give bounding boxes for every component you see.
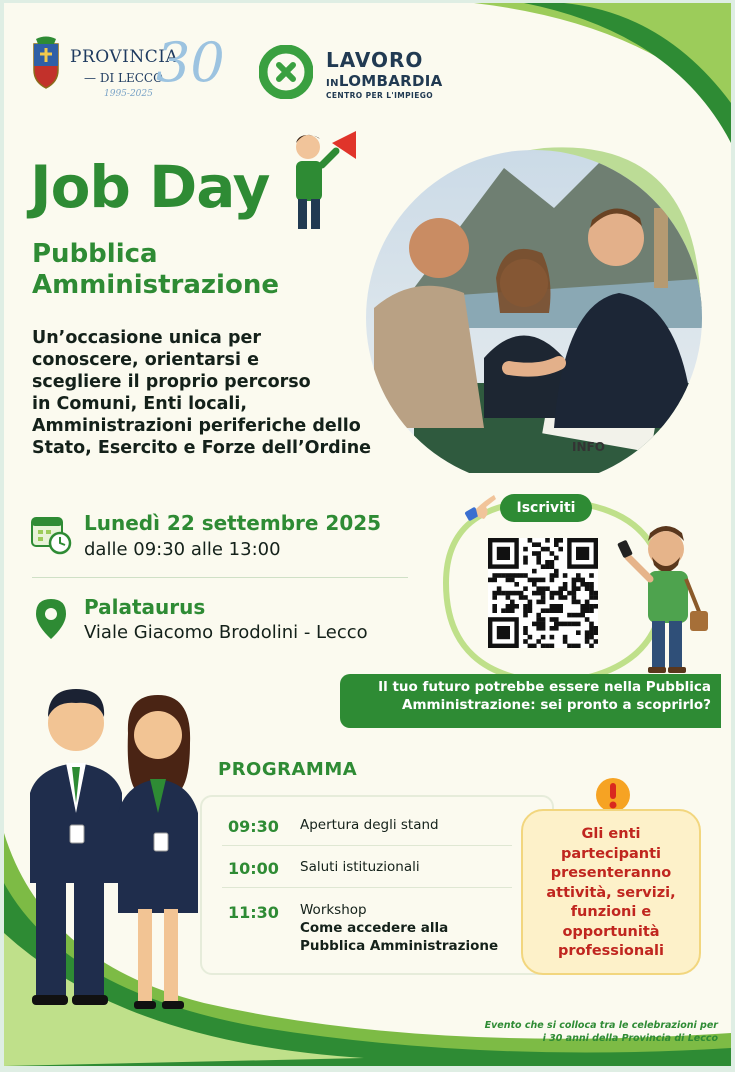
program-activity-workshop: [300, 901, 498, 955]
event-subtitle: [32, 239, 279, 301]
divider: [32, 577, 408, 578]
future-banner: [340, 674, 721, 728]
provincia-crest-icon: [26, 36, 66, 91]
enti-line: Gli enti: [581, 826, 641, 842]
event-venue: Palataurus: [84, 595, 206, 619]
program-divider: [222, 845, 512, 846]
megaphone-man-illustration: [282, 125, 362, 235]
lavoro-subtitle: CENTRO PER L'IMPIEGO: [326, 91, 434, 100]
provincia-anniversary: 30: [156, 31, 225, 94]
lavoro-region: [326, 71, 443, 90]
professionals-illustration: [18, 683, 218, 1023]
footer-line-1: Evento che si colloca tra le celebrazioni per: [484, 1020, 718, 1031]
pointing-hand-icon: [464, 491, 500, 527]
enti-line: opportunità: [562, 923, 660, 940]
enti-line: funzioni e: [570, 904, 652, 920]
description-line: conoscere, orientarsi e: [32, 350, 259, 370]
lavoro-region-text: LOMBARDIA: [338, 72, 443, 90]
enti-line: professionali: [558, 943, 664, 959]
description-line: Stato, Esercito e Forze dell’Ordine: [32, 438, 372, 458]
enti-line: presenteranno: [550, 865, 672, 881]
event-time: dalle 09:30 alle 13:00: [84, 539, 281, 560]
subtitle-line-1: Pubblica: [32, 239, 158, 269]
participating-entities-box: [521, 809, 701, 975]
program-activity: Apertura degli stand: [300, 817, 439, 833]
event-description: [32, 327, 392, 459]
calendar-clock-icon: [30, 513, 72, 555]
lavoro-title: LAVORO: [326, 48, 424, 72]
provincia-sub: — DI LECCO: [84, 71, 163, 85]
event-address: Viale Giacomo Brodolini - Lecco: [84, 622, 368, 643]
event-date: Lunedì 22 settembre 2025: [84, 511, 382, 535]
future-banner-line-2: Amministrazione: sei pronto a scoprirlo?: [402, 697, 711, 713]
job-day-flyer: [4, 3, 731, 1066]
provincia-sub-text: DI LECCO: [99, 71, 163, 85]
location-pin-icon: [34, 597, 68, 641]
subtitle-line-2: Amministrazione: [32, 270, 279, 300]
photo-sign-text: INFO: [572, 440, 605, 454]
program-activity: Saluti istituzionali: [300, 859, 420, 875]
description-line: in Comuni, Enti locali,: [32, 394, 248, 414]
lavoro-in: IN: [326, 78, 339, 89]
provincia-years: 1995-2025: [104, 89, 153, 99]
signup-button[interactable]: Iscriviti: [500, 494, 592, 522]
signup-qr-code[interactable]: [488, 538, 598, 648]
provincia-name: PROVINCIA: [70, 47, 179, 67]
program-detail: Come accedere alla: [300, 920, 449, 936]
program-activity: Workshop: [300, 902, 367, 918]
man-with-phone-illustration: [616, 519, 716, 679]
enti-line: attività, servizi,: [546, 884, 676, 901]
description-line: Un’occasione unica per: [32, 328, 261, 348]
lavoro-logo-icon: [259, 45, 313, 99]
footer-line-2: i 30 anni della Provincia di Lecco: [542, 1033, 718, 1044]
future-banner-line-1: Il tuo futuro potrebbe essere nella Pubblica: [378, 679, 711, 695]
description-line: Amministrazioni periferiche dello: [32, 416, 361, 436]
program-box: [200, 795, 554, 975]
description-line: scegliere il proprio percorso: [32, 372, 311, 392]
footer-note: [485, 1019, 718, 1045]
handshake-photo: [354, 128, 714, 473]
enti-line: partecipanti: [560, 845, 662, 862]
event-title: Job Day: [30, 153, 270, 221]
program-time: 09:30: [228, 817, 279, 836]
program-title: PROGRAMMA: [218, 759, 358, 780]
program-detail: Pubblica Amministrazione: [300, 938, 499, 954]
program-time: 11:30: [228, 903, 279, 922]
program-time: 10:00: [228, 859, 279, 878]
program-divider: [222, 887, 512, 888]
